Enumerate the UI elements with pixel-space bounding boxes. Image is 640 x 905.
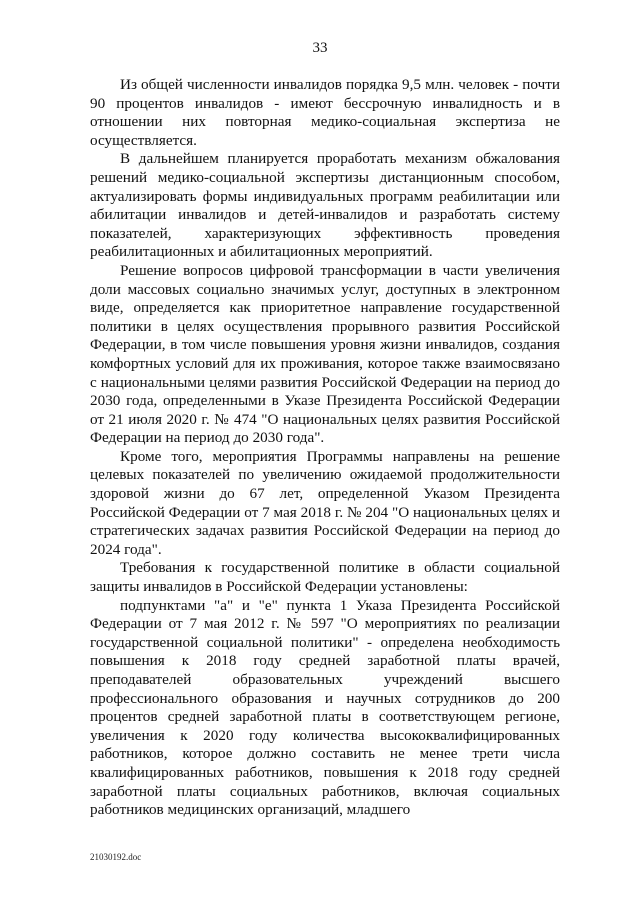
paragraph-2: В дальнейшем планируется проработать механизм обжалования решений медико-социальной экспертизы дистанционным способом, актуализировать формы индивидуальных программ реабилитации или абилитации инвалидов и детей-инвалидов и разработать систему показателей, характеризующих эффективность проведения реабилитационных и абилитационных мероприятий. xyxy=(90,150,560,261)
file-name-footer: 21030192.doc xyxy=(90,852,142,862)
page-number: 33 xyxy=(312,40,328,56)
document-body xyxy=(90,76,560,820)
paragraph-6: подпунктами "а" и "е" пункта 1 Указа Президента Российской Федерации от 7 мая 2012 г. № 597 "О мероприятиях по реализации государственной социальной политики" - определена необходимость повышения к 2018 году средней заработной платы врачей, преподавателей образовательных учреждений высшего профессионального образования и научных сотрудников до 200 процентов средней заработной платы в соответствующем регионе, увеличения к 2020 году количества высококвалифицированных работников, которое должно составить не менее трети числа квалифицированных работников, повышения к 2018 году средней заработной платы социальных работников, включая социальных работников медицинских организаций, младшего xyxy=(90,596,560,819)
paragraph-5: Требования к государственной политике в области социальной защиты инвалидов в Российской Федерации установлены: xyxy=(90,559,560,596)
paragraph-4: Кроме того, мероприятия Программы направлены на решение целевых показателей по увеличению ожидаемой продолжительности здоровой жизни до 67 лет, определенной Указом Президента Российской Федерации от 7 мая 2018 г. № 204 "О национальных целях и стратегических задачах развития Российской Федерации на период до 2024 года". xyxy=(90,447,560,558)
paragraph-1: Из общей численности инвалидов порядка 9,5 млн. человек - почти 90 процентов инвалидов - имеют бессрочную инвалидность и в отношении них повторная медико-социальная экспертиза не осуществляется. xyxy=(90,76,560,149)
paragraph-3: Решение вопросов цифровой трансформации в части увеличения доли массовых социально значимых услуг, доступных в электронном виде, определяется как приоритетное направление государственной политики в целях осуществления прорывного развития Российской Федерации, в том числе повышения уровня жизни инвалидов, создания комфортных условий для их проживания, которое также взаимосвязано с национальными целями развития Российской Федерации на период до 2030 года, определенными в Указе Президента Российской Федерации от 21 июля 2020 г. № 474 "О национальных целях развития Российской Федерации на период до 2030 года". xyxy=(90,261,560,447)
